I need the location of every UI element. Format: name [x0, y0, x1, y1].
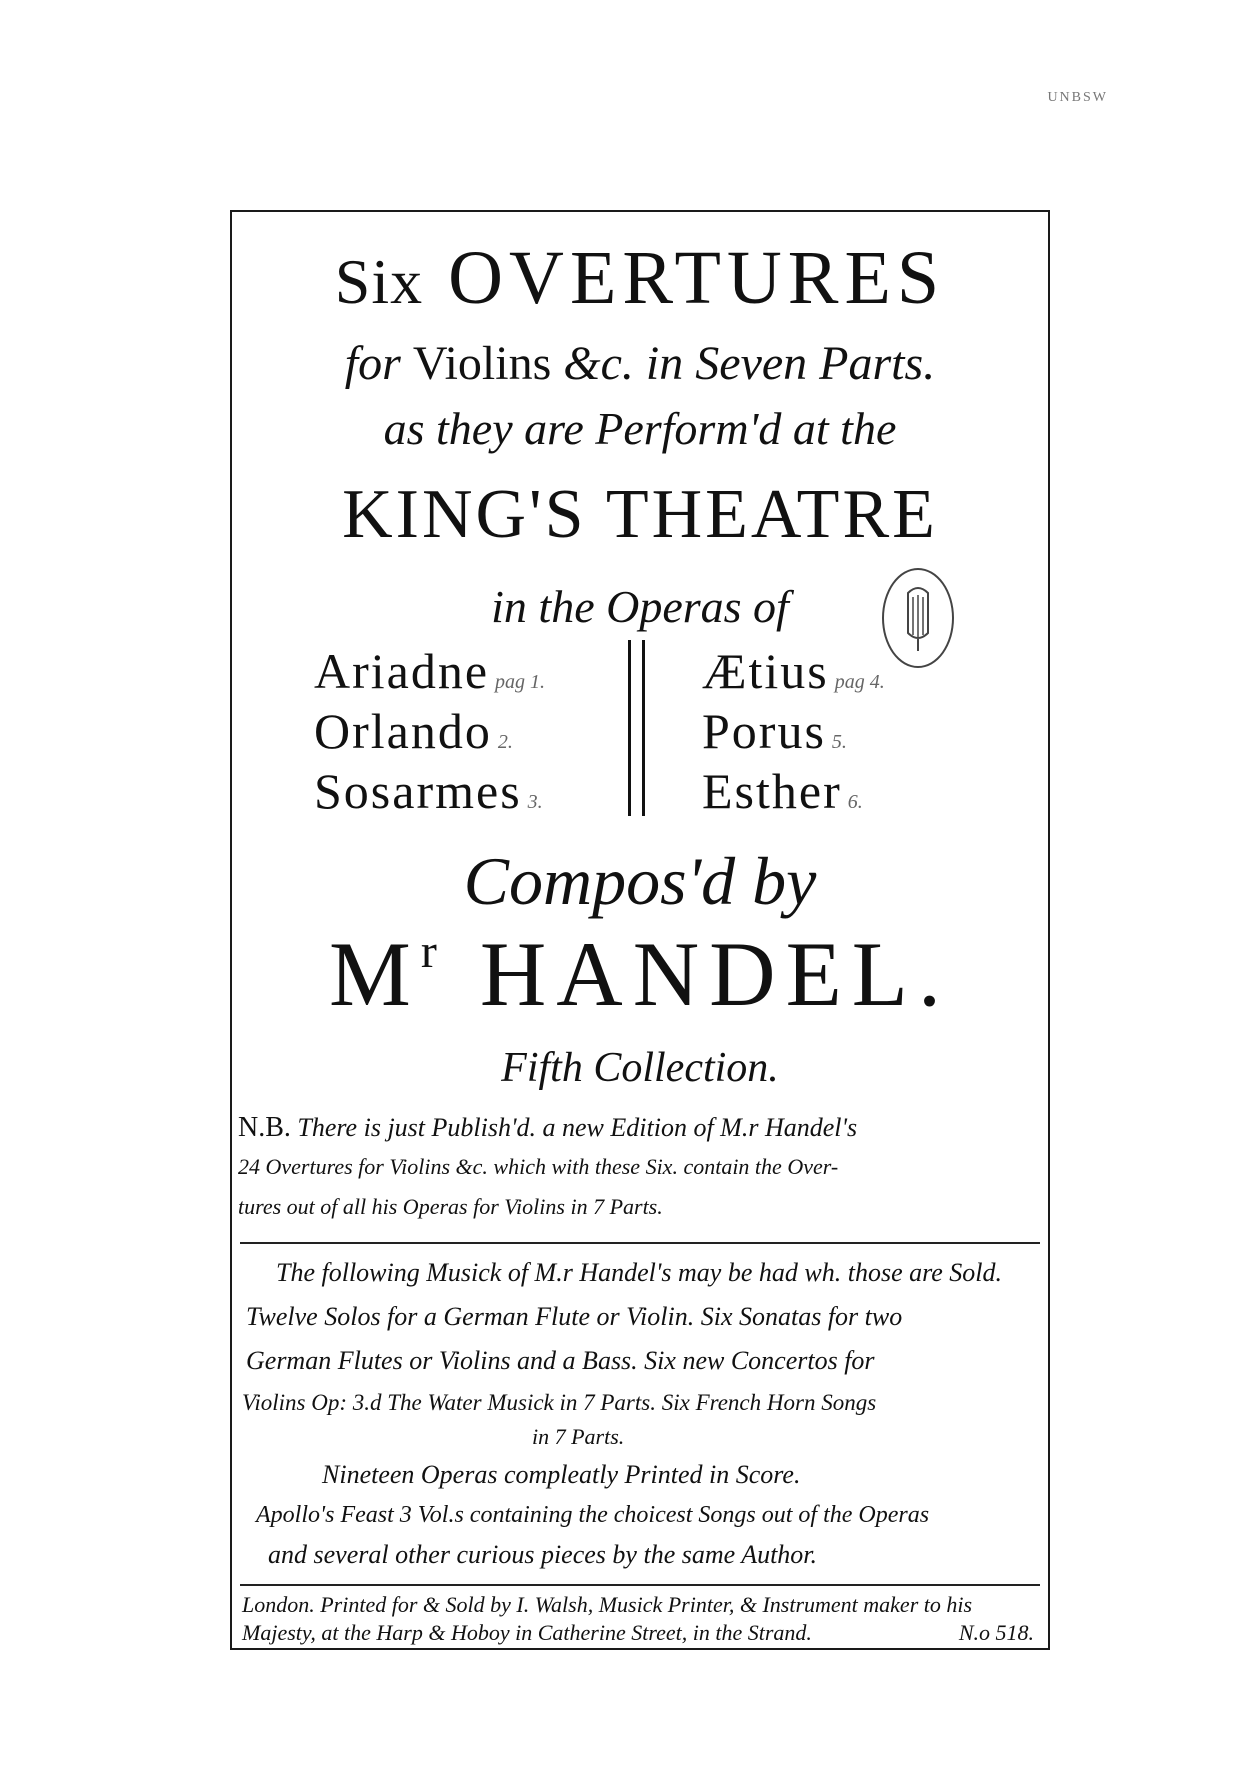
- composed-by: Compos'd by: [463, 843, 817, 919]
- opera-name: Ætius: [702, 643, 829, 699]
- rule-bottom: [240, 1584, 1040, 1586]
- catalogue-line-4: Violins Op: 3.d The Water Musick in 7 Parts. Six French Horn Songs: [242, 1390, 877, 1415]
- nb-text-1: There is just Publish'd. a new Edition of M.r Handel's: [297, 1113, 858, 1142]
- opera-page: pag 1.: [495, 671, 546, 693]
- catalogue-line-1: The following Musick of M.r Handel's may be had wh. those are Sold.: [276, 1258, 1003, 1287]
- opera-orlando: [314, 702, 513, 760]
- catalogue-line-2: Twelve Solos for a German Flute or Violin. Six Sonatas for two: [246, 1302, 903, 1331]
- title-overtures: OVERTURES: [448, 236, 946, 320]
- library-stamp-icon: [882, 568, 954, 668]
- opera-esther: [702, 762, 863, 820]
- subtitle-for: for: [344, 337, 401, 390]
- opera-name: Esther: [702, 763, 842, 819]
- subtitle-seven-parts: &c. in Seven Parts.: [563, 337, 936, 390]
- composer-surname: HANDEL.: [479, 923, 951, 1025]
- opera-ariadne: [314, 642, 545, 700]
- collection-label: Fifth Collection.: [501, 1045, 779, 1091]
- main-title: [232, 236, 1048, 320]
- subtitle-violins: [232, 336, 1048, 391]
- nb-line-2: 24 Overtures for Violins &c. which with these Six. contain the Over-: [238, 1154, 839, 1179]
- opera-name: Ariadne: [314, 643, 490, 699]
- imprint-line-2: Majesty, at the Harp & Hoboy in Catherine Street, in the Strand.: [242, 1620, 812, 1645]
- title-page-frame: [230, 210, 1050, 1650]
- opera-page: 3.: [527, 791, 543, 813]
- catalogue-line-6: Nineteen Operas compleatly Printed in Score.: [322, 1460, 801, 1489]
- catalogue-line-8: and several other curious pieces by the same Author.: [268, 1540, 818, 1569]
- opera-divider-right: [642, 640, 645, 816]
- catalogue-line-3: German Flutes or Violins and a Bass. Six new Concertos for: [246, 1346, 875, 1375]
- rule-top: [240, 1242, 1040, 1244]
- nb-line-1: [238, 1112, 857, 1144]
- title-six: Six: [334, 246, 424, 317]
- catalogue-line-5: in 7 Parts.: [532, 1424, 625, 1449]
- opera-page: 2.: [497, 731, 513, 753]
- catalogue-line-7: Apollo's Feast 3 Vol.s containing the choicest Songs out of the Operas: [256, 1502, 930, 1528]
- opera-aetius: [702, 642, 885, 700]
- opera-divider-left: [628, 640, 631, 816]
- composer-prefix-sup: r: [420, 925, 447, 978]
- opera-name: Orlando: [314, 703, 492, 759]
- opera-page: 6.: [847, 791, 863, 813]
- opera-porus: [702, 702, 847, 760]
- kings-theatre: KING'S THEATRE: [342, 476, 938, 553]
- opera-name: Sosarmes: [314, 763, 522, 819]
- composer-prefix: M: [329, 923, 421, 1025]
- subtitle-performed: as they are Perform'd at the: [383, 403, 897, 454]
- imprint-line-1: London. Printed for & Sold by I. Walsh, Musick Printer, & Instrument maker to his: [242, 1592, 973, 1617]
- opera-page: pag 4.: [834, 671, 885, 693]
- plate-number: N.o 518.: [958, 1620, 1034, 1645]
- opera-sosarmes: [314, 762, 543, 820]
- operas-of: in the Operas of: [491, 581, 789, 632]
- composer-name: [232, 923, 1048, 1025]
- corner-mark: UNBSW: [1047, 90, 1108, 105]
- opera-name: Porus: [702, 703, 826, 759]
- subtitle-violins-word: Violins: [412, 337, 552, 390]
- nb-lead: N.B.: [238, 1112, 291, 1143]
- nb-line-3: tures out of all his Operas for Violins in 7 Parts.: [238, 1194, 663, 1219]
- opera-page: 5.: [831, 731, 847, 753]
